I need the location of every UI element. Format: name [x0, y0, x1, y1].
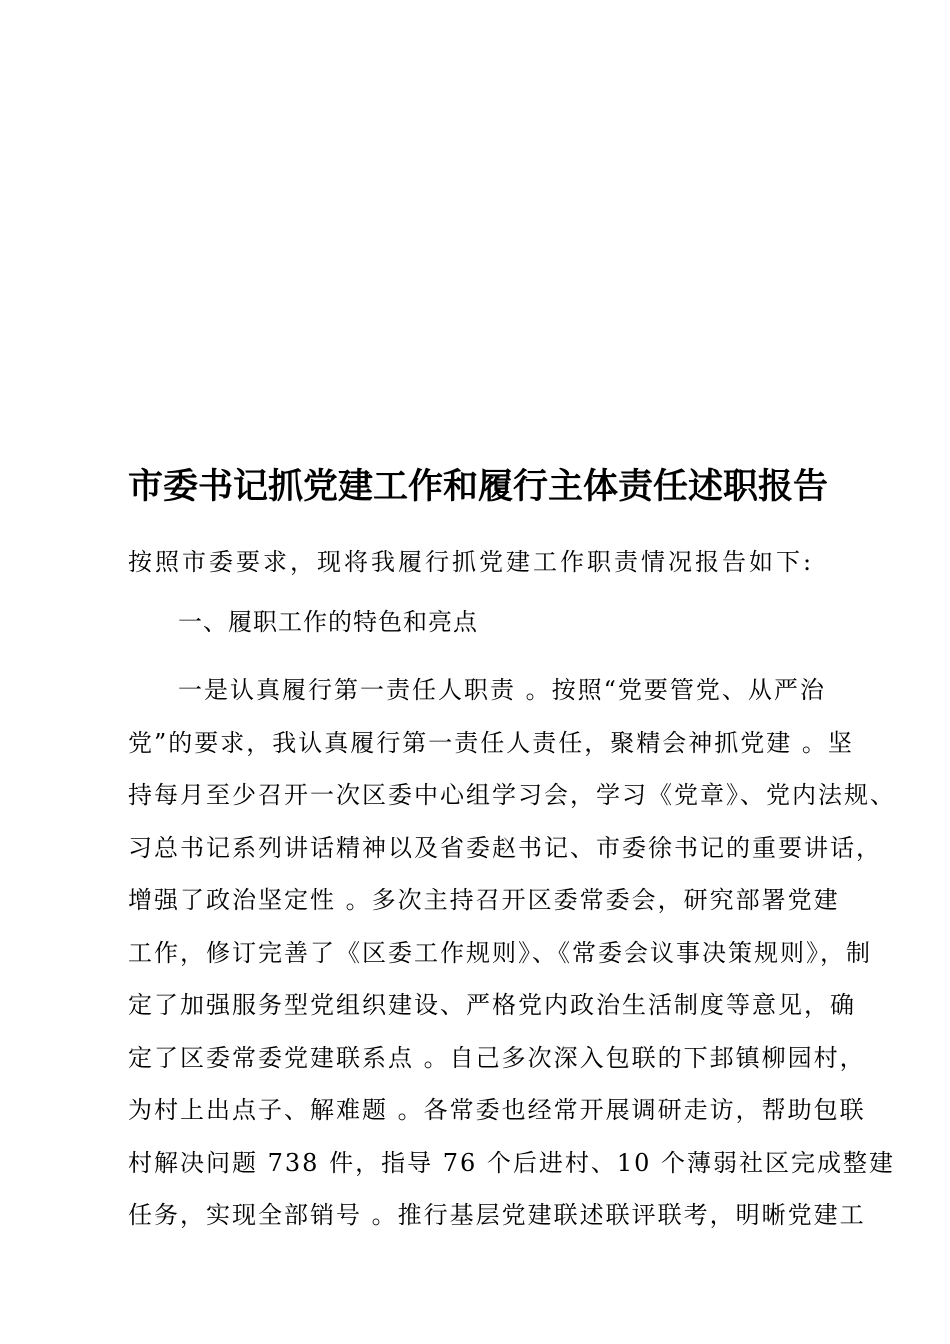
section-heading: 一、履职工作的特色和亮点	[178, 608, 478, 636]
body-line: 持每月至少召开一次区委中心组学习会，学习《党章》、党内法规、	[128, 781, 896, 809]
intro-paragraph: 按照市委要求，现将我履行抓党建工作职责情况报告如下:	[128, 548, 815, 576]
body-line: 村解决问题 738 件，指导 76 个后进村、10 个薄弱社区完成整建	[128, 1148, 896, 1177]
body-line: 为村上出点子、解难题 。各常委也经常开展调研走访，帮助包联	[128, 1096, 866, 1124]
body-line: 党”的要求，我认真履行第一责任人责任，聚精会神抓党建 。坚	[128, 728, 854, 757]
body-line: 工作，修订完善了《区委工作规则》、《常委会议事决策规则》，制	[128, 938, 872, 967]
body-line: 定了加强服务型党组织建设、严格党内政治生活制度等意见，确	[128, 991, 856, 1019]
body-line: 增强了政治坚定性 。多次主持召开区委常委会，研究部署党建	[128, 886, 840, 914]
body-line: 任务，实现全部销号 。推行基层党建联述联评联考，明晰党建工	[128, 1201, 866, 1229]
body-line: 一是认真履行第一责任人职责 。按照“党要管党、从严治	[178, 676, 826, 704]
body-line: 定了区委常委党建联系点 。自己多次深入包联的下邽镇柳园村，	[128, 1043, 866, 1072]
document-title: 市委书记抓党建工作和履行主体责任述职报告	[128, 466, 829, 507]
body-line: 习总书记系列讲话精神以及省委赵书记、市委徐书记的重要讲话，	[128, 833, 882, 862]
body-paragraph	[128, 664, 896, 1242]
